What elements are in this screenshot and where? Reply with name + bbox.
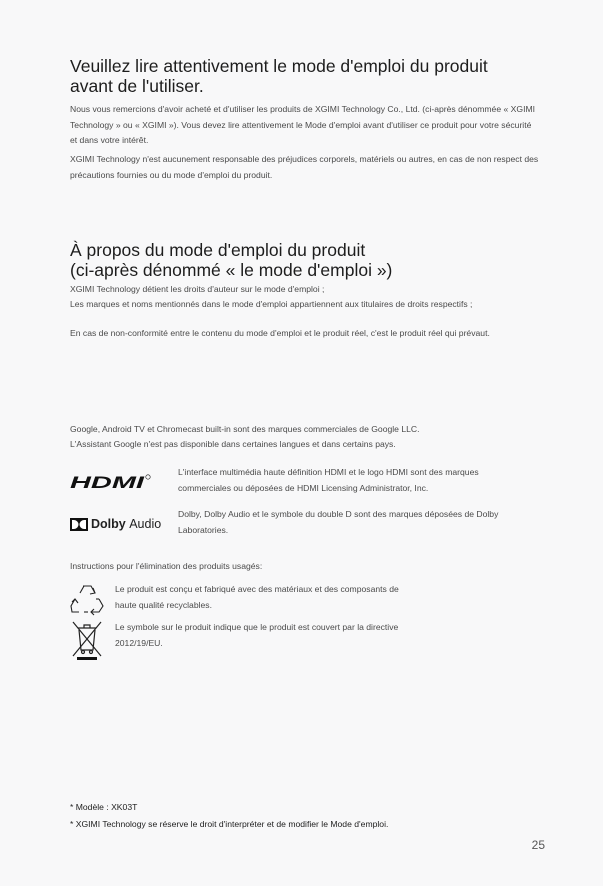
crossed-bin-icon: [70, 620, 104, 660]
dolby-logo-thin: Audio: [129, 517, 162, 531]
hdmi-logo: [70, 465, 170, 499]
dolby-double-d-icon: [70, 518, 88, 531]
section2-title-line2: (ci-après dénommé « le mode d'emploi »): [70, 260, 393, 280]
section2-line3: En cas de non-conformité entre le contenu du mode d'emploi et le produit réel, c'est le produit réel qui prévaut.: [70, 328, 490, 338]
section2-title-line1: À propos du mode d'emploi du produit: [70, 240, 366, 260]
recycle-row: [70, 582, 540, 622]
dolby-trademark: [70, 507, 540, 547]
dolby-logo-word: [91, 517, 161, 531]
footer-rights: * XGIMI Technology se réserve le droit d'interpréter et de modifier le Mode d'emploi.: [70, 819, 389, 829]
recycle-text: Le produit est conçu et fabriqué avec des matériaux et des composants de haute qualité recyclables.: [115, 584, 399, 610]
section2-line2: Les marques et noms mentionnés dans le mode d'emploi appartiennent aux titulaires de droits respectifs ;: [70, 299, 473, 309]
section1-title: [70, 56, 540, 96]
dolby-logo: [70, 507, 170, 541]
hdmi-logo-text: HDMI: [70, 473, 147, 491]
google-trademark-line1: Google, Android TV et Chromecast built-in sont des marques commerciales de Google LLC.: [70, 424, 420, 434]
section1-title-line2: avant de l'utiliser.: [70, 76, 204, 96]
hdmi-trademark: [70, 465, 540, 505]
disposal-heading: Instructions pour l'élimination des produits usagés:: [70, 561, 263, 571]
recycle-icon: [70, 582, 104, 616]
section1-title-line1: Veuillez lire attentivement le mode d'emploi du produit: [70, 56, 488, 76]
hdmi-logo-icon: [70, 473, 152, 491]
page-number: 25: [531, 838, 545, 852]
footer-model: * Modèle : XK03T: [70, 802, 138, 812]
section2-line1: XGIMI Technology détient les droits d'auteur sur le mode d'emploi ;: [70, 284, 325, 294]
section1-para1: Nous vous remercions d'avoir acheté et d'utiliser les produits de XGIMI Technology Co., Ltd. (ci-après dénommée « XGIMI Technology » ou « XGIMI »). Vous devez lire attentivement le Mode d'emploi avant d'utiliser ce produit pour votre sécurité et dans votre intérêt.: [70, 104, 536, 145]
google-trademark-line2: L'Assistant Google n'est pas disponible dans certaines langues et dans certains pays.: [70, 439, 396, 449]
dolby-trademark-text: Dolby, Dolby Audio et le symbole du double D sont des marques déposées de Dolby Laboratories.: [178, 509, 499, 535]
weee-text: Le symbole sur le produit indique que le produit est couvert par la directive 2012/19/EU.: [115, 622, 399, 648]
section2-title: [70, 240, 540, 280]
hdmi-trademark-text: L'interface multimédia haute définition HDMI et le logo HDMI sont des marques commerciales ou déposées de HDMI Licensing Administrator, Inc.: [178, 467, 479, 493]
dolby-logo-bold: Dolby: [91, 517, 126, 531]
section1-para2: XGIMI Technology n'est aucunement responsable des préjudices corporels, matériels ou autres, en cas de non respect des précautions fournies ou du mode d'emploi du produit.: [70, 154, 539, 180]
weee-row: [70, 620, 540, 660]
